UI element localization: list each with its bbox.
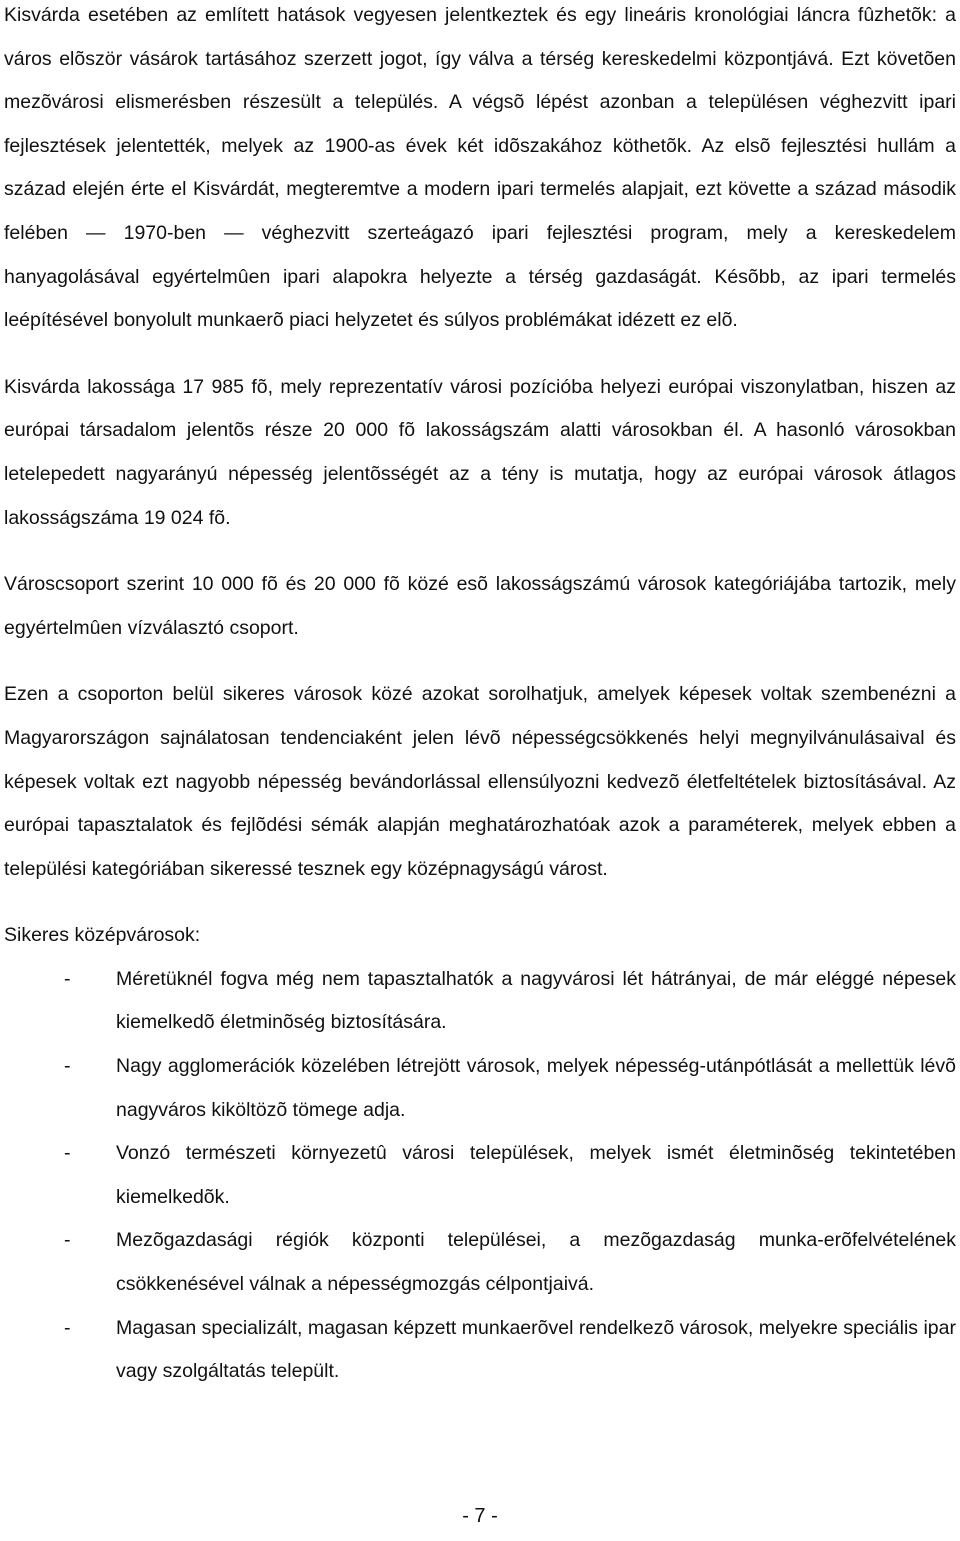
list-item: - Vonzó természeti környezetû városi települések, melyek ismét életminõség tekintetében kiemelkedõk. [4, 1132, 956, 1219]
paragraph-population: Kisvárda lakossága 17 985 fõ, mely reprezentatív városi pozícióba helyezi európai viszonylatban, hiszen az európai társadalom jelentõs része 20 000 fõ lakosságszám alatti városokban él. A hasonló városokban letelepedett nagyarányú népesség jelentõsségét az a tény is mutatja, hogy az európai városok átlagos lakosságszáma 19 024 fõ. [4, 375, 956, 529]
list-item: - Méretüknél fogva még nem tapasztalhatók a nagyvárosi lét hátrányai, de már eléggé népesek kiemelkedõ életminõség biztosítására. [4, 958, 956, 1045]
page-number: - 7 - [462, 1505, 498, 1527]
list-item: - Magasan specializált, magasan képzett munkaerõvel rendelkezõ városok, melyekre speciális ipar vagy szolgáltatás települt. [4, 1307, 956, 1394]
list-item: - Mezõgazdasági régiók központi települései, a mezõgazdaság munka-erõfelvételének csökkenésével válnak a népességmozgás célpontjaivá. [4, 1219, 956, 1306]
list-item: - Nagy agglomerációk közelében létrejött városok, melyek népesség-utánpótlását a mellettük lévõ nagyváros kiköltözõ tömege adja. [4, 1045, 956, 1132]
list-bullet: - [64, 1316, 71, 1339]
success-criteria-list [4, 958, 956, 1394]
list-bullet: - [64, 1055, 71, 1078]
paragraph-city-group: Városcsoport szerint 10 000 fõ és 20 000 fõ közé esõ lakosságszámú városok kategóriájába tartozik, mely egyértelmûen vízválasztó csoport. [4, 573, 956, 639]
list-bullet: - [64, 967, 71, 990]
list-heading: Sikeres középvárosok: [4, 924, 201, 947]
list-bullet: - [64, 1229, 71, 1252]
paragraph-history: Kisvárda esetében az említett hatások vegyesen jelentkeztek és egy lineáris kronológiai láncra fûzhetõk: a város elõször vásárok tartásához szerzett jogot, így válva a térség kereskedelmi központjává. Ezt követõen mezõvárosi elismerésben részesült a település. A végsõ lépést azonban a településen véghezvitt ipari fejlesztések jelentették, melyek az 1900-as évek két idõszakához köthetõk. Az elsõ fejlesztési hullám a század elején érte el Kisvárdát, megteremtve a modern ipari termelés alapjait, ezt követte a század második felében — 1970-ben — véghezvitt szerteágazó ipari fejlesztési program, mely a kereskedelem hanyagolásával egyértelmûen ipari alapokra helyezte a térség gazdaságát. Késõbb, az ipari termelés leépítésével bonyolult munkaerõ piaci helyzetet és súlyos problémákat idézett ez elõ. [4, 4, 956, 332]
list-bullet: - [64, 1142, 71, 1165]
paragraph-successful-cities: Ezen a csoporton belül sikeres városok közé azokat sorolhatjuk, amelyek képesek voltak szembenézni a Magyarországon sajnálatosan tendenciaként jelen lévõ népességcsökkenés helyi megnyilvánulásaival és képesek voltak ezt nagyobb népesség bevándorlással ellensúlyozni kedvezõ életfeltételek biztosításával. Az európai tapasztalatok és fejlõdési sémák alapján meghatározhatóak azok a paraméterek, melyek ebben a települési kategóriában sikeressé tesznek egy középnagyságú várost. [4, 683, 956, 880]
document-page [4, 0, 956, 1394]
